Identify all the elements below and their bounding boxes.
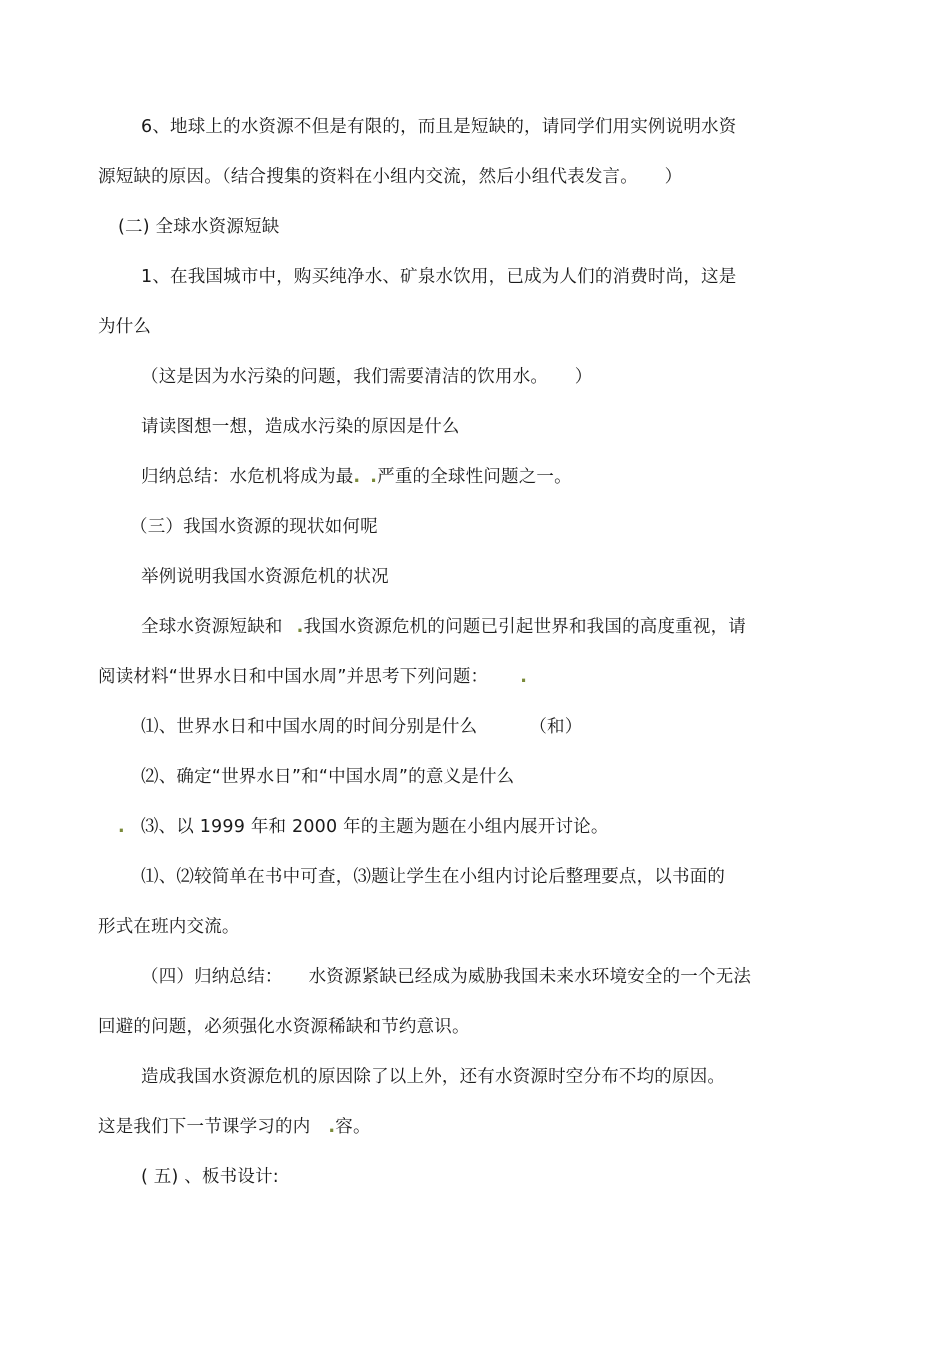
question-answer-hint: （和）	[529, 717, 583, 737]
summary-text-end: 严重的全球性问题之一。	[377, 467, 572, 487]
section-heading: （三）我国水资源的现状如何呢	[130, 517, 378, 537]
paragraph-line	[98, 1115, 371, 1139]
paragraph-line	[141, 615, 746, 639]
paragraph-text-end: 容。	[335, 1117, 371, 1137]
paragraph-line: 源短缺的原因。（结合搜集的资料在小组内交流，然后小组代表发言。 ）	[98, 167, 683, 187]
marker-dot: .	[296, 617, 304, 637]
marker-dot: .	[353, 467, 361, 487]
section-heading: ( 五) 、板书设计:	[141, 1167, 279, 1187]
section-heading: (二) 全球水资源短缺	[118, 217, 280, 237]
paragraph-line: 造成我国水资源危机的原因除了以上外，还有水资源时空分布不均的原因。	[141, 1067, 726, 1087]
question-line	[141, 715, 582, 739]
paragraph-line: 回避的问题，必须强化水资源稀缺和节约意识。	[98, 1017, 470, 1037]
paragraph-line: 6、地球上的水资源不但是有限的，而且是短缺的，请同学们用实例说明水资	[141, 117, 737, 137]
marker-dot: .	[118, 817, 125, 837]
paragraph-text-start: 全球水资源短缺和	[141, 617, 283, 637]
summary-text: 水资源紧缺已经成为威胁我国未来水环境安全的一个无法	[308, 967, 752, 987]
marker-dot: .	[328, 1117, 336, 1137]
question-line: ⑵、确定“世界水日”和“中国水周”的意义是什么	[141, 767, 515, 787]
paragraph-line	[98, 665, 527, 689]
question-line	[118, 815, 609, 839]
paragraph-text-end: 我国水资源危机的问题已引起世界和我国的高度重视，请	[303, 617, 746, 637]
section-heading: （四）归纳总结：	[141, 967, 283, 987]
paragraph-line: 1、在我国城市中，购买纯净水、矿泉水饮用，已成为人们的消费时尚，这是	[141, 267, 737, 287]
marker-dot: .	[370, 467, 378, 487]
paragraph-line: 请读图想一想，造成水污染的原因是什么	[141, 417, 460, 437]
marker-dot: .	[520, 667, 528, 687]
question-text: ⑴、世界水日和中国水周的时间分别是什么	[141, 717, 478, 737]
summary-line	[141, 965, 751, 989]
paragraph-line: 为什么	[98, 317, 152, 337]
paragraph-text-start: 这是我们下一节课学习的内	[98, 1117, 311, 1137]
summary-line	[141, 465, 572, 489]
paragraph-text-start: 阅读材料“世界水日和中国水周”并思考下列问题：	[98, 667, 489, 687]
summary-text-start: 归纳总结：水危机将成为最	[141, 467, 354, 487]
paragraph-line: ⑴、⑵较简单在书中可查，⑶题让学生在小组内讨论后整理要点，以书面的	[141, 867, 726, 887]
paragraph-line: 举例说明我国水资源危机的状况	[141, 567, 389, 587]
question-text: ⑶、以 1999 年和 2000 年的主题为题在小组内展开讨论。	[140, 817, 609, 837]
paragraph-line: 形式在班内交流。	[98, 917, 240, 937]
paragraph-line: （这是因为水污染的问题，我们需要清洁的饮用水。 ）	[141, 367, 593, 387]
